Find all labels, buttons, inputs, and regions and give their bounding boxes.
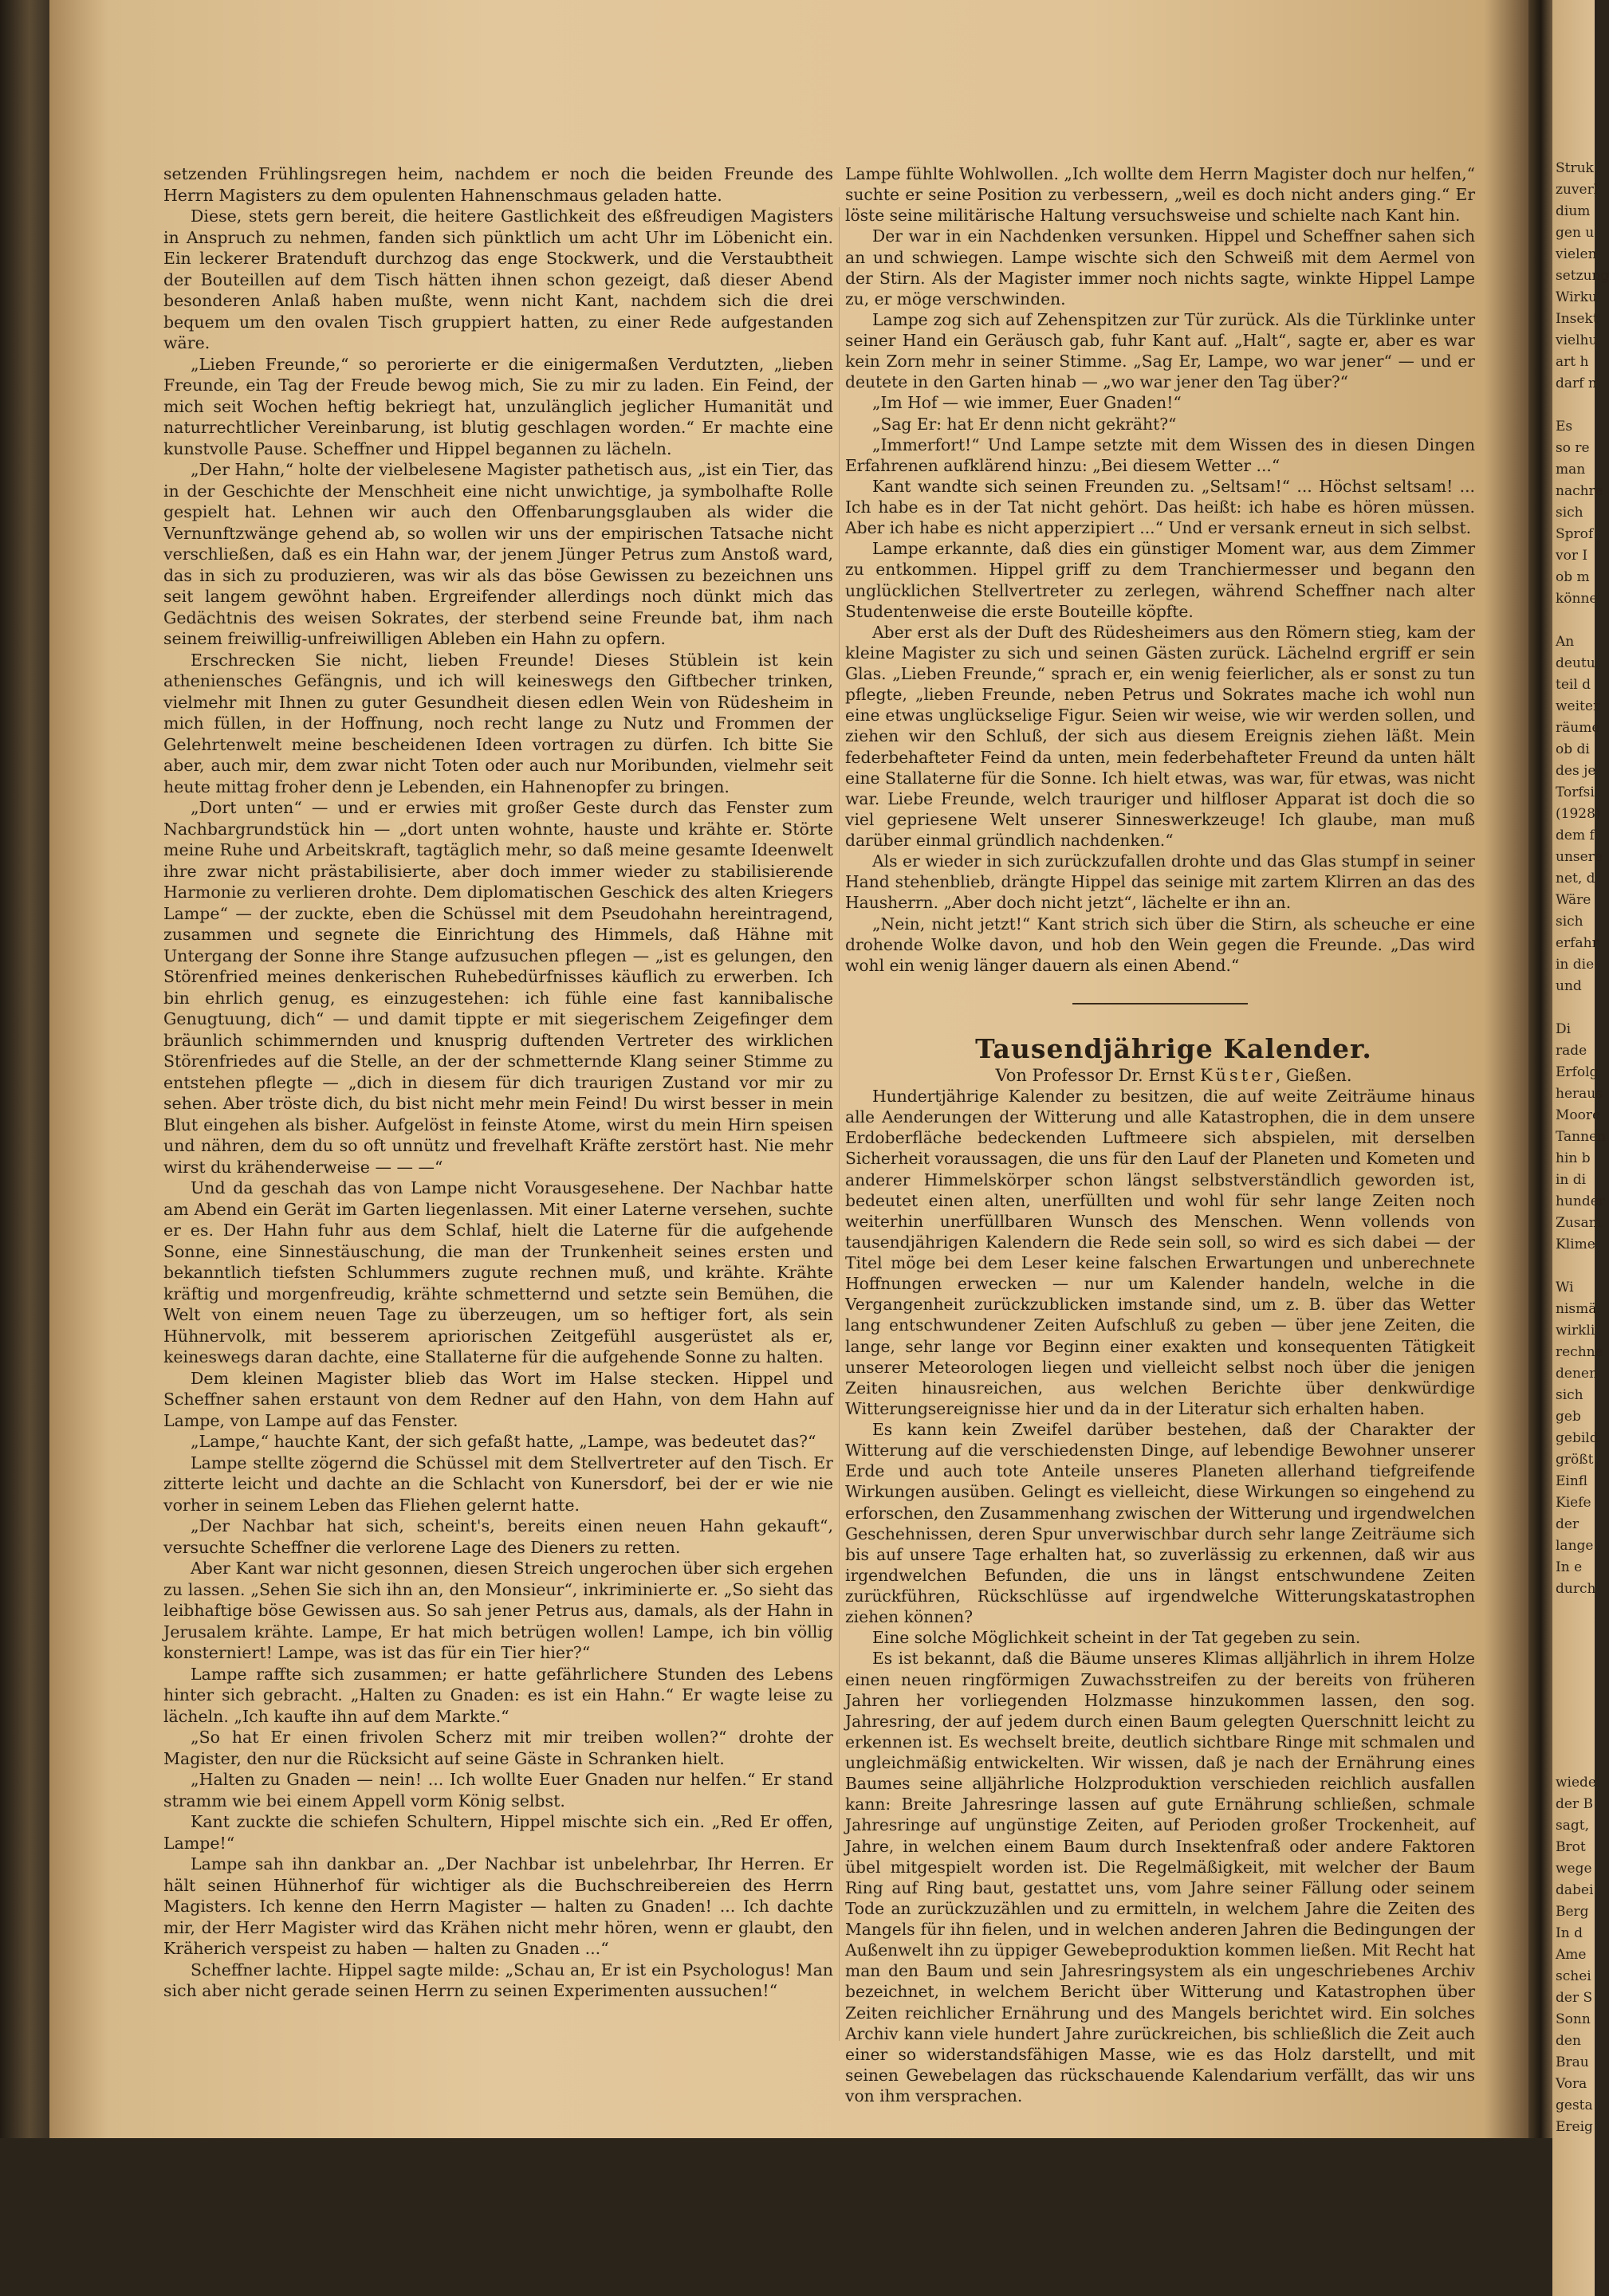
next-page-text-fragment: Sprof: [1556, 526, 1594, 542]
article-paragraph: Hundertjährige Kalender zu besitzen, die auf weite Zeiträume hinaus alle Aenderungen der Witterung und alle Katastrophen, die in dem unsere Erdoberfläche bedeckenden Luftmeere sich abspielen, mit derselben Sicherheit voraussagen, die uns für den Lauf der Planeten und Kometen und anderer Himmelskörper schon längst selbstverständlich geworden ist, bedeutet einen alten, unerfüllten und wohl für sehr lange Zeiten noch weiterhin unerfüllbaren Wunsch des Menschen. Wenn vollends von tausendjährigen Kalendern die Rede sein soll, so wird es sich dabei — der Titel möge bei dem Leser keine falschen Erwartungen und unberechnete Hoffnungen erwecken — nur um Kalender handeln, welche in die Vergangenheit zurückzublicken imstande sind, um z. B. über das Wetter lang entschwundener Zeiten Aufschluß zu geben — über jene Zeiten, die lange, sehr lange vor Beginn einer exakten und konsequenten Tätigkeit unserer Meteorologen liegen und vielleicht selbst noch über die jenigen Zeiten hinausreichen, aus welchen Berichte über denkwürdige Witterungsereignisse hier und da in der Literatur sich erhalten haben.: [845, 1087, 1475, 1418]
story-paragraph: setzenden Frühlingsregen heim, nachdem er noch die beiden Freunde des Herrn Magisters zu dem opulenten Hahnenschmaus geladen hatte.: [163, 164, 833, 205]
story-paragraph: „Lieben Freunde,“ so perorierte er die einigermaßen Verdutzten, „lieben Freunde, ein Tag der Freude bewog mich, Sie zu mir zu laden. Ein Feind, der mich seit Wochen heftig bekriegt hat, unzulänglich jeglicher Humanität und naturrechtlicher Vereinbarung, ist blutig geschlagen worden.“ Er machte eine kunstvolle Pause. Scheffner und Hippel begannen zu lächeln.: [163, 354, 833, 458]
article-paragraph: Eine solche Möglichkeit scheint in der Tat gegeben zu sein.: [872, 1628, 1361, 1648]
next-page-text-fragment: Torfsi: [1556, 784, 1595, 800]
story-paragraph: Aber erst als der Duft des Rüdesheimers aus den Römern stieg, kam der kleine Magister zu sich und seinen Gästen zurück. Lächelnd ergriff er sein Glas. „Lieben Freunde,“ sprach er, ein wenig feierlicher, als er sonst zu tun pflegte, „lieben Freunde, neben Petrus und Sokrates mache ich wohl nun eine etwas unglückselige Figur. Seien wir weise, wie wir werden sollen, und ziehen wir den Schluß, der sich aus diesem Ereignis ziehen läßt. Mein federbehafteter Feind da unten, mein federbehafteter Freund da unten hält eine Stallaterne für die Sonne. Ich hielt etwas, was war, für etwas, was nicht war. Liebe Freunde, welch trauriger und hilfloser Apparat ist doch die so viel gepriesene Welt unserer Sinneswerkzeuge! Ich glaube, man muß darüber einmal gründlich nachdenken.“: [845, 622, 1475, 850]
story-paragraph: Und da geschah das von Lampe nicht Vorausgesehene. Der Nachbar hatte am Abend ein Gerät im Garten liegenlassen. Mit einer Laterne versehen, suchte er es. Der Hahn fuhr aus dem Schlaf, hielt die Laterne für die aufgehende Sonne, eine Sinnestäuschung, die man der Trunkenheit seines ersten und bekanntlich tiefsten Schlummers zugute rechnen muß, und krähte. Krähte kräftig und morgenfreudig, krähte schmetternd und setzte sein Bemühen, die Welt von einem neuen Tage zu überzeugen, um so heftiger fort, als sein Hühnervolk, mit besserem apriorischen Zeitgefühl ausgerüstet als er, keineswegs daran dachte, eine Stallaterne für die aufgehende Sonne zu halten.: [163, 1178, 833, 1366]
story-paragraph: „So hat Er einen frivolen Scherz mit mir treiben wollen?“ drohte der Magister, den nur die Rücksicht auf seine Gäste in Schranken hielt.: [163, 1728, 833, 1768]
next-page-text-fragment: [1552, 610, 1595, 631]
next-page-text-fragment: vor I: [1556, 548, 1588, 564]
article-body: [845, 1086, 1475, 2106]
story-paragraph: Kant wandte sich seinen Freunden zu. „Seltsam!“ ... Höchst seltsam! ... Ich habe es in der Tat nicht gehört. Das heißt: ich habe es hören müssen. Aber ich habe es nicht apperzipiert ...“ Und er versank erneut in sich selbst.: [845, 476, 1475, 538]
article-paragraph: Es ist bekannt, daß die Bäume unseres Klimas alljährlich in ihrem Holze einen neuen ringförmigen Zuwachsstreifen zu der bereits von früheren Jahren her vorliegenden Holzmasse hinzukommen lassen, den sog. Jahresring, der auf jedem durch einen Baum gelegten Querschnitt leicht zu erkennen ist. Es wechselt breite, deutlich sichtbare Ringe mit schmalen und ungleichmäßig entwickelten. Wir wissen, daß je nach der Ernährung eines Baumes seine alljährliche Holzproduktion verschieden reichlich ausfallen kann: Breite Jahresringe lassen auf gute Ernährung schließen, schmale Jahresringe auf ungünstige Zeiten, auf Perioden großer Trockenheit, auf Jahre, in welchen einem Baum durch Insektenfraß oder andere Faktoren übel mitgespielt worden ist. Die Regelmäßigkeit, mit welcher der Baum Ring auf Ring baut, gestattet uns, vom Jahre seiner Fällung oder seinem Tode an zurückzuzählen und zu ermitteln, in welchem Jahre die Zeiten des Mangels für ihn fielen, und in welchen anderen Jahren die Bedingungen der Außenwelt ihn zu üppiger Gewebeproduktion kommen ließen. Mit Recht hat man den Baum und sein Jahresringsystem als ein ungeschriebenes Archiv bezeichnet, in welchem Bericht über Witterung und Katastrophen über Zeiten reichlicher Ernährung und des Mangels berichtet wird. Ein solches Archiv kann viele hundert Jahre zurückreichen, bis schließlich die Zeit auch einer so widerstandsfähigen Masse, wie es das Holz darstellt, und mit seinen Gewebelagen das rückschauende Kalendarium verfällt, das wir uns von ihm versprachen.: [845, 1649, 1475, 2105]
byline-suffix: , Gießen.: [1275, 1065, 1352, 1085]
left-column: [163, 163, 833, 2002]
next-page-text-fragment: ob m: [1556, 569, 1590, 585]
column-divider: [839, 207, 840, 2041]
story-paragraph: „Sag Er: hat Er denn nicht gekräht?“: [872, 414, 1177, 434]
story-paragraph: „Halten zu Gnaden — nein! ... Ich wollte Euer Gnaden nur helfen.“ Er stand stramm wie bei einem Appell vorm König selbst.: [163, 1770, 833, 1810]
next-page-text-fragment: wirkli: [1556, 1323, 1595, 1339]
next-page-text-fragment: wege: [1556, 1861, 1592, 1877]
story-paragraph: Lampe sah ihn dankbar an. „Der Nachbar ist unbelehrbar, Ihr Herren. Er hält seinen Hühnerhof für wichtiger als die Buchschreibereien des Herrn Magisters. Ich kenne den Herrn Magister — halten zu Gnaden! ... Ich dachte mir, der Herr Magister wird das Krähen nicht mehr hören, wenn er glaubt, den Kräherich verspeist zu haben — halten zu Gnaden ...“: [163, 1854, 833, 1958]
next-page-text-fragment: deutu: [1556, 655, 1595, 671]
next-page-text-fragment: sich: [1556, 914, 1583, 930]
story-paragraph: Als er wieder in sich zurückzufallen drohte und das Glas stumpf in seiner Hand stehenblieb, drängte Hippel das seinige mit zartem Klirren an das des Hausherrn. „Aber doch nicht jetzt“, lächelte er ihn an.: [845, 851, 1475, 913]
next-page-text-fragment: Erfolg: [1556, 1064, 1599, 1080]
story-paragraph: Aber Kant war nicht gesonnen, diesen Streich ungerochen über sich ergehen zu lassen. „Sehen Sie sich ihn an, den Monsieur“, inkriminierte er. „So sieht das leibhaftige böse Gewissen aus. So sah jener Petrus aus, damals, als der Hahn in Jerusalem krähte. Lampe, Er hat mich betrügen wollen! Lampe, ich bin völlig konsterniert! Lampe, was ist das für ein Tier hier?“: [163, 1559, 833, 1662]
next-page-text-fragment: könne: [1556, 591, 1598, 607]
story-paragraph: Lampe erkannte, daß dies ein günstiger Moment war, aus dem Zimmer zu entkommen. Hippel griff zu dem Tranchiermesser und begann den unglücklichen Stellvertreter zu zerlegen, während Scheffner nach alter Studentenweise die erste Bouteille köpfte.: [845, 539, 1475, 621]
next-page-text-fragment: durch: [1556, 1581, 1596, 1597]
next-page-text-fragment: nachre: [1556, 483, 1603, 499]
next-page-text-fragment: Kiefe: [1556, 1495, 1591, 1511]
next-page-text-fragment: sagt,: [1556, 1818, 1589, 1834]
story-paragraph: „Nein, nicht jetzt!“ Kant strich sich über die Stirn, als scheuche er eine drohende Wolke davon, und hob den Wein gegen die Freunde. „Das wird wohl ein wenig länger dauern als einen Abend.“: [845, 914, 1475, 975]
next-page-text-fragment: Zusam: [1556, 1215, 1602, 1231]
next-page-text-fragment: Tannen: [1556, 1129, 1607, 1145]
next-page-text-fragment: heraus: [1556, 1086, 1603, 1102]
next-page-text-fragment: Insekt: [1556, 311, 1599, 327]
next-page-text-fragment: [1552, 395, 1595, 416]
next-page-text-fragment: [1552, 1622, 1595, 1643]
next-page-text-fragment: [1552, 997, 1595, 1019]
next-page-text-fragment: geb: [1556, 1409, 1581, 1425]
next-page-text-fragment: teil d: [1556, 677, 1591, 693]
story-paragraph: „Dort unten“ — und er erwies mit großer Geste durch das Fenster zum Nachbargrundstück hin — „dort unten wohnte, hauste und krähte er. Störte meine Ruhe und Arbeitskraft, tagtäglich mehr, so daß meine gesamte Ideenwelt ihre zwar nicht prästabilisierte, aber doch immer wieder zu stabilisierende Harmonie zu verlieren drohte. Dem diplomatischen Geschick des alten Kriegers Lampe“ — der zuckte, eben die Schüssel mit dem Pseudohahn hereintragend, zusammen und segnete die Einrichtung des Himmels, daß Hähne mit Untergang der Sonne ihre Stange aufzusuchen pflegen — „ist es gelungen, den Störenfried meines denkerischen Ruhebedürfnisses käuflich zu erwerben. Ich bin ehrlich genug, es einzugestehen: ich fühle eine fast kannibalische Genugtuung, dich“ — und damit tippte er mit siegerischem Zeigefinger dem bräunlich schimmernden und knusprig duftenden Vertreter des wirklichen Störenfriedes auf die Stelle, an der der schmetternde Klang seiner Stimme zu entstehen pflegte — „dich in diesem für dich traurigen Zustand vor mir zu sehen. Aber tröste dich, du bist nicht mehr mein Feind! Du wirst besser in mein Blut eingehen als bisher. Aufgelöst in feinste Atome, wirst du mein Hirn speisen und nähren, dem du so oft unnütz und frevelhaft Kräfte zerstört hast. Nie mehr wirst du krähenderweise — — —“: [163, 798, 833, 1177]
story-paragraph: „Der Hahn,“ holte der vielbelesene Magister pathetisch aus, „ist ein Tier, das in der Geschichte der Menschheit eine nicht unwichtige, ja symbolhafte Rolle gespielt hat. Lehnen wir auch den Offenbarungsglauben als wider die Vernunftzwänge gehend ab, so wollen wir uns der empirischen Tatsache nicht verschließen, daß es ein Hahn war, der jenem Jünger Petrus zum Anstoß ward, das in sich zu produzieren, was wir als das böse Gewissen zu bezeichnen uns seit langem gewöhnt haben. Ergreifender allerdings noch dünkt mich das Gedächtnis des weisen Sokrates, der sterbend seine Freunde bat, ihm nach seinem freiwillig-unfreiwilligen Ableben ein Hahn zu opfern.: [163, 460, 833, 648]
next-page-text-fragment: An: [1556, 634, 1575, 650]
next-page-text-fragment: Sonn: [1556, 2011, 1591, 2027]
next-page-text-fragment: man: [1556, 462, 1586, 478]
next-page-text-fragment: Brau: [1556, 2054, 1589, 2070]
next-page-text-fragment: rechne: [1556, 1344, 1603, 1360]
next-page-text-fragment: Klime: [1556, 1236, 1595, 1252]
story-paragraph: Scheffner lachte. Hippel sagte milde: „Schau an, Er ist ein Psychologus! Man sich aber nicht gerade seinen Herrn zu seinen Experimenten aussuchen!“: [163, 1960, 833, 2000]
next-page-text-fragment: des je: [1556, 763, 1596, 779]
next-page-text-fragment: In d: [1556, 1925, 1583, 1941]
story-paragraph: „Immerfort!“ Und Lampe setzte mit dem Wissen des in diesen Dingen Erfahrenen aufklärend hinzu: „Bei diesem Wetter ...“: [845, 434, 1475, 475]
next-page-text-fragment: weiter: [1556, 698, 1600, 714]
right-column: [845, 163, 1475, 2106]
next-page-text-fragment: vielen: [1556, 246, 1597, 262]
article-title: Tausendjährige Kalender.: [975, 1032, 1372, 1064]
next-page-text-fragment: wiede: [1556, 1775, 1596, 1791]
next-page-text-fragment: Berg: [1556, 1904, 1589, 1920]
next-page-text-fragment: Ame: [1556, 1947, 1587, 1963]
next-page-text-fragment: den: [1556, 2033, 1581, 2049]
next-page-text-fragment: sich: [1556, 505, 1583, 521]
next-page-text-fragment: darf n: [1556, 375, 1597, 391]
story-paragraph: Dem kleinen Magister blieb das Wort im Halse stecken. Hippel und Scheffner sahen erstaunt von dem Redner auf den Hahn, von dem Hahn auf Lampe, von Lampe auf das Fenster.: [163, 1368, 833, 1430]
next-page-text-fragment: Einfl: [1556, 1473, 1588, 1489]
story-paragraph: Lampe fühlte Wohlwollen. „Ich wollte dem Herrn Magister doch nur helfen,“ suchte er seine Position zu verbessern, „weil es doch nicht anders ging.“ Er löste seine militärische Haltung versuchsweise und schielte nach Kant hin.: [845, 164, 1475, 226]
next-page-text-fragment: (1928): [1556, 806, 1601, 822]
next-page-text-fragment: Struk: [1556, 160, 1594, 176]
next-page-text-fragment: [1552, 1665, 1595, 1686]
next-page-text-fragment: gebild: [1556, 1430, 1599, 1446]
next-page-text-fragment: In e: [1556, 1559, 1583, 1575]
next-page-text-fragment: net, d: [1556, 871, 1595, 887]
next-page-text-fragment: in die: [1556, 957, 1595, 973]
story-paragraph: Der war in ein Nachdenken versunken. Hippel und Scheffner sahen sich an und schwiegen. Lampe wischte sich den Schweiß mit dem Aermel von der Stirn. Als der Magister immer noch nichts sagte, winkte Hippel Lampe zu, er möge verschwinden.: [845, 226, 1475, 309]
next-page-text-fragment: [1552, 1686, 1595, 1708]
next-page-text-fragment: art h: [1556, 354, 1589, 370]
story-paragraph: „Der Nachbar hat sich, scheint's, bereits einen neuen Hahn gekauft“, versuchte Scheffner die verlorene Lage des Dieners zu retten.: [163, 1516, 833, 1557]
next-page-text-fragment: und: [1556, 978, 1582, 994]
next-page-text-fragment: rade: [1556, 1043, 1587, 1059]
next-page-text-fragment: dabei: [1556, 1882, 1594, 1898]
next-page-text-fragment: so re: [1556, 440, 1590, 456]
next-page-text-fragment: schei: [1556, 1968, 1591, 1984]
next-page-text-fragment: gen u: [1556, 225, 1595, 241]
next-page-text-fragment: gesta: [1556, 2097, 1593, 2113]
next-page-text-fragment: hin b: [1556, 1150, 1591, 1166]
next-page-text-fragment: der S: [1556, 1990, 1593, 2006]
next-page-text-fragment: unsere: [1556, 849, 1603, 865]
next-page-text-fragment: Vora: [1556, 2076, 1587, 2092]
next-page-text-fragment: nismä: [1556, 1301, 1597, 1317]
next-page-text-fragment: in di: [1556, 1172, 1587, 1188]
next-page-text-fragment: Di: [1556, 1021, 1572, 1037]
story-paragraph: Erschrecken Sie nicht, lieben Freunde! Dieses Stüblein ist kein atheniensches Gefängnis, und ich will keineswegs den Giftbecher trinken, vielmehr mit Ihnen zu guter Gesundheit diesen edlen Wein von Rüdesheim in mich füllen, in der Hoffnung, noch recht lange zu Nutz und Frommen der Gelehrtenwelt meine bescheidenen Ideen vortragen zu dürfen. Ich bitte Sie aber, auch mir, dem zwar nicht Toten oder auch nur Moribunden, vielmehr seit heute mittag froher denn je Lebenden, ein Hahnenopfer zu bringen.: [163, 650, 833, 796]
next-page-text-fragment: ob di: [1556, 741, 1590, 757]
next-page-text-fragment: lange: [1556, 1538, 1594, 1554]
article-paragraph: Es kann kein Zweifel darüber bestehen, daß der Charakter der Witterung auf die verschiedensten Dinge, auf lebendige Bewohner unserer Erde und auch tote Anteile unseres Planeten allerhand tiefgreifende Wirkungen ausüben. Gelingt es vielleicht, diese Wirkungen so eingehend zu erforschen, den Zusammenhang zwischen der Witterung und irgendwelchen Geschehnissen, deren Spur unverwischbar durch sehr lange Zeiträume sich bis auf unsere Tage erhalten hat, so zuverlässig zu erkennen, daß wir aus irgendwelchen Befunden, die uns in längst entschwundene Zeiten zurückführen, Rückschlüsse auf irgendwelche Witterungskatastrophen ziehen können?: [845, 1420, 1475, 1627]
next-page-text-fragment: größt: [1556, 1452, 1594, 1468]
next-page-text-fragment: räume: [1556, 720, 1600, 736]
next-page-text-fragment: setzung: [1556, 268, 1609, 284]
article-byline: [845, 1065, 1475, 1086]
article-separator-rule: [1072, 1003, 1248, 1005]
book-gutter: [1528, 0, 1552, 2138]
byline-author-name: Küster: [1200, 1065, 1276, 1085]
next-page-text-fragment: [1552, 1643, 1595, 1665]
story-paragraph: Lampe stellte zögernd die Schüssel mit dem Stellvertreter auf den Tisch. Er zitterte leicht und dachte an die Schlacht von Kunersdorf, bei der er wie nie vorher in seinem Leben das Fliehen gelernt hatte.: [163, 1453, 833, 1515]
next-page-text-fragment: dem f: [1556, 828, 1595, 843]
next-page-text-fragment: [1552, 1708, 1595, 1729]
next-page-text-fragment: [1552, 1600, 1595, 1622]
next-page-text-fragment: der B: [1556, 1796, 1593, 1812]
next-page-text-fragment: vielhu: [1556, 332, 1598, 348]
story-paragraph: Kant zuckte die schiefen Schultern, Hippel mischte sich ein. „Red Er offen, Lampe!“: [163, 1812, 833, 1853]
story-paragraph: Diese, stets gern bereit, die heitere Gastlichkeit des eßfreudigen Magisters in Anspruch zu nehmen, fanden sich pünktlich um acht Uhr im Löbenicht ein. Ein leckerer Bratenduft durchzog das enge Stockwerk, und die Verstaubtheit der Bouteillen auf dem Tisch hätten ihnen schon gezeigt, daß dieser Abend besonderen Anlaß haben mußte, wenn nicht Kant, nachdem sich die drei bequem um den ovalen Tisch gruppiert hatten, zu einer Rede aufgestanden wäre.: [163, 206, 833, 352]
next-page-text-fragment: [1552, 1751, 1595, 1772]
next-page-text-fragment: Moore: [1556, 1107, 1601, 1123]
next-page-text-fragment: zuverl: [1556, 182, 1599, 198]
next-page-text-fragment: Wi: [1556, 1280, 1574, 1295]
next-page-text-fragment: Es: [1556, 419, 1573, 434]
next-page-text-fragment: Wirku: [1556, 289, 1597, 305]
story-paragraph: „Im Hof — wie immer, Euer Gnaden!“: [872, 393, 1182, 413]
story-paragraph: Lampe raffte sich zusammen; er hatte gefährlichere Stunden des Lebens hinter sich gebracht. „Halten zu Gnaden: es ist ein Hahn.“ Er wagte leise zu lächeln. „Ich kaufte ihn auf dem Markte.“: [163, 1664, 833, 1726]
next-page-text-fragment: denen: [1556, 1366, 1598, 1382]
next-page-edge: [1552, 0, 1609, 2296]
next-page-text-fragment: Ereig: [1556, 2119, 1593, 2135]
byline-prefix: Von Professor Dr. Ernst: [995, 1065, 1195, 1085]
next-page-text-fragment: dium: [1556, 203, 1591, 219]
next-page-text-fragment: [1552, 1256, 1595, 1277]
next-page-text-fragment: [1552, 1729, 1595, 1751]
next-page-text-fragment: hunder: [1556, 1193, 1605, 1209]
story-paragraph: „Lampe,“ hauchte Kant, der sich gefaßt hatte, „Lampe, was bedeutet das?“: [191, 1432, 816, 1451]
book-spine: [0, 0, 49, 2138]
next-page-text-fragment: Brot: [1556, 1839, 1586, 1855]
next-page-text-fragment: sich: [1556, 1387, 1583, 1403]
story-paragraph: Lampe zog sich auf Zehenspitzen zur Tür zurück. Als die Türklinke unter seiner Hand ein Geräusch gab, fuhr Kant auf. „Halt“, sagte er, aber es war kein Zorn mehr in seiner Stimme. „Sag Er, Lampe, wo war jener“ — und er deutete in den Garten hinab — „wo war jener den Tag über?“: [845, 309, 1475, 392]
story-continuation: [845, 163, 1475, 976]
next-page-text-fragment: erfahr: [1556, 935, 1599, 951]
next-page-text-fragment: der: [1556, 1516, 1579, 1532]
next-page-text-fragment: Wäre: [1556, 892, 1591, 908]
